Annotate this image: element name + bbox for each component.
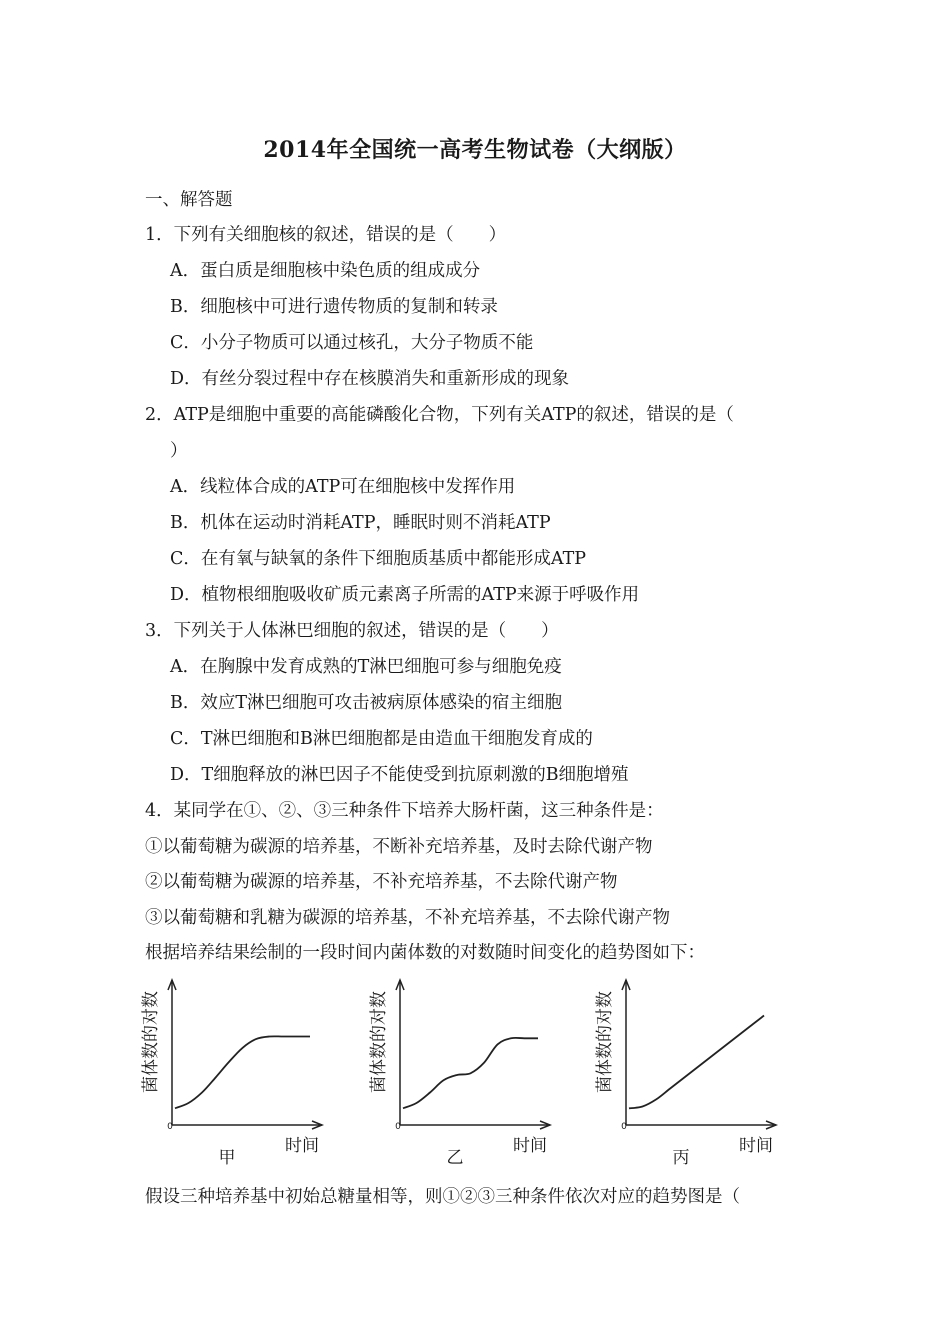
chart-2-y-label: 菌体数的对数 <box>369 991 389 1093</box>
chart-1-origin-label: 0 <box>167 1122 173 1132</box>
q3-stem: 3．下列关于人体淋巴细胞的叙述，错误的是（ ） <box>145 621 559 641</box>
chart-3-growth-curve <box>629 1016 764 1109</box>
q2-stem-continued: ） <box>170 441 188 461</box>
q4-tail-text: 假设三种培养基中初始总糖量相等，则①②③三种条件依次对应的趋势图是（ <box>145 1187 740 1207</box>
chart-1-growth-curve <box>175 1036 310 1108</box>
q2-option-d: D．植物根细胞吸收矿质元素离子所需的ATP来源于呼吸作用 <box>170 585 640 605</box>
q2-option-a: A．线粒体合成的ATP可在细胞核中发挥作用 <box>170 477 516 497</box>
q3-option-d: D．T细胞释放的淋巴因子不能使受到抗原刺激的B细胞增殖 <box>170 765 629 785</box>
q4-condition-2: ②以葡萄糖为碳源的培养基，不补充培养基，不去除代谢产物 <box>145 872 618 892</box>
q4-condition-1: ①以葡萄糖为碳源的培养基，不断补充培养基，及时去除代谢产物 <box>145 837 653 857</box>
chart-2-origin-label: 0 <box>395 1122 401 1132</box>
chart-3-y-label: 菌体数的对数 <box>595 991 615 1093</box>
q4-condition-3: ③以葡萄糖和乳糖为碳源的培养基，不补充培养基，不去除代谢产物 <box>145 908 670 928</box>
chart-1-x-label: 时间 <box>285 1136 319 1156</box>
q1-option-a: A．蛋白质是细胞核中染色质的组成成分 <box>170 261 481 281</box>
q4-lead-text: 根据培养结果绘制的一段时间内菌体数的对数随时间变化的趋势图如下： <box>145 943 705 963</box>
chart-3-x-label: 时间 <box>739 1136 773 1156</box>
q1-stem: 1．下列有关细胞核的叙述，错误的是（ ） <box>145 225 507 245</box>
chart-3-origin-label: 0 <box>621 1122 627 1132</box>
growth-trend-charts <box>0 965 950 1185</box>
chart-2-x-label: 时间 <box>513 1136 547 1156</box>
q2-stem: 2．ATP是细胞中重要的高能磷酸化合物，下列有关ATP的叙述，错误的是（ <box>145 405 734 425</box>
chart-1-caption: 甲 <box>218 1148 236 1168</box>
q1-option-c: C．小分子物质可以通过核孔，大分子物质不能 <box>170 333 534 353</box>
q1-option-d: D．有丝分裂过程中存在核膜消失和重新形成的现象 <box>170 369 570 389</box>
q2-option-c: C．在有氧与缺氧的条件下细胞质基质中都能形成ATP <box>170 549 587 569</box>
q2-option-b: B．机体在运动时消耗ATP，睡眠时则不消耗ATP <box>170 513 551 533</box>
section-heading: 一、解答题 <box>145 190 233 210</box>
chart-3-caption: 丙 <box>672 1148 690 1168</box>
q3-option-c: C．T淋巴细胞和B淋巴细胞都是由造血干细胞发育成的 <box>170 729 593 749</box>
chart-2-growth-curve <box>403 1038 538 1108</box>
q1-option-b: B．细胞核中可进行遗传物质的复制和转录 <box>170 297 498 317</box>
page-title: 2014年全国统一高考生物试卷（大纲版） <box>263 137 687 163</box>
q3-option-a: A．在胸腺中发育成熟的T淋巴细胞可参与细胞免疫 <box>170 657 562 677</box>
chart-1-y-label: 菌体数的对数 <box>141 991 161 1093</box>
chart-2-caption: 乙 <box>446 1148 464 1168</box>
q4-stem: 4．某同学在①、②、③三种条件下培养大肠杆菌，这三种条件是： <box>145 801 664 821</box>
q3-option-b: B．效应T淋巴细胞可攻击被病原体感染的宿主细胞 <box>170 693 563 713</box>
